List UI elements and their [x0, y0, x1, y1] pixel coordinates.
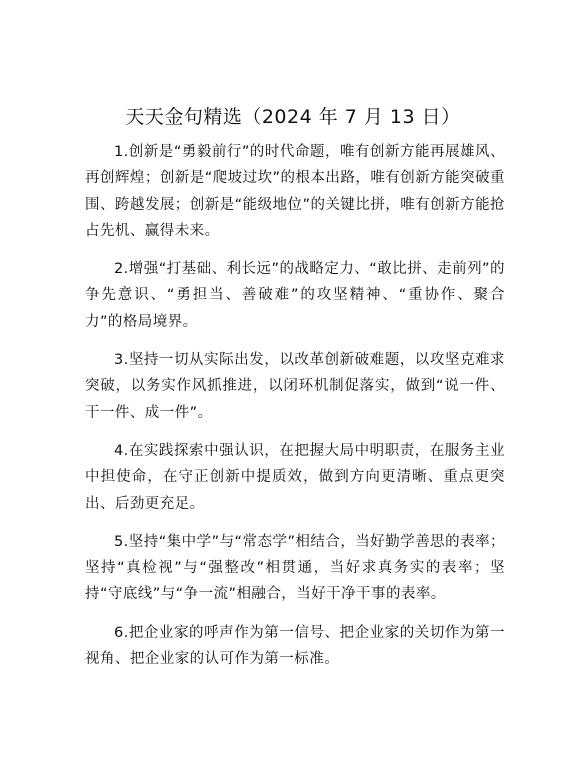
document-title: 天天金句精选（2024 年 7 月 13 日）	[125, 106, 461, 128]
paragraph-4: 4.在实践探索中强认识，在把握大局中明职责，在服务主业中担使命，在守正创新中提质效，做到方向更清晰、重点更突出、后劲更充足。	[85, 442, 505, 512]
paragraph-5: 5.坚持“集中学”与“常态学”相结合，当好勤学善思的表率；坚持“真检视”与“强整改”相贯通，当好求真务实的表率；坚持“守底线”与“争一流”相融合，当好干净干事的表率。	[85, 533, 505, 603]
paragraph-6: 6.把企业家的呼声作为第一信号、把企业家的关切作为第一视角、把企业家的认可作为第一标准。	[85, 624, 505, 668]
paragraph-1: 1.创新是“勇毅前行”的时代命题，唯有创新方能再展雄风、再创辉煌；创新是“爬坡过坎”的根本出路，唯有创新方能突破重围、跨越发展；创新是“能级地位”的关键比拼，唯有创新方能抢占先机、赢得未来。	[85, 144, 505, 239]
paragraph-3: 3.坚持一切从实际出发，以改革创新破难题，以攻坚克难求突破，以务实作风抓推进，以闭环机制促落实，做到“说一件、干一件、成一件”。	[85, 352, 505, 421]
document-body	[85, 139, 505, 672]
paragraph-2: 2.增强“打基础、利长远”的战略定力、“敢比拼、走前列”的争先意识、“勇担当、善破难”的攻坚精神、“重协作、聚合力”的格局境界。	[85, 261, 505, 330]
